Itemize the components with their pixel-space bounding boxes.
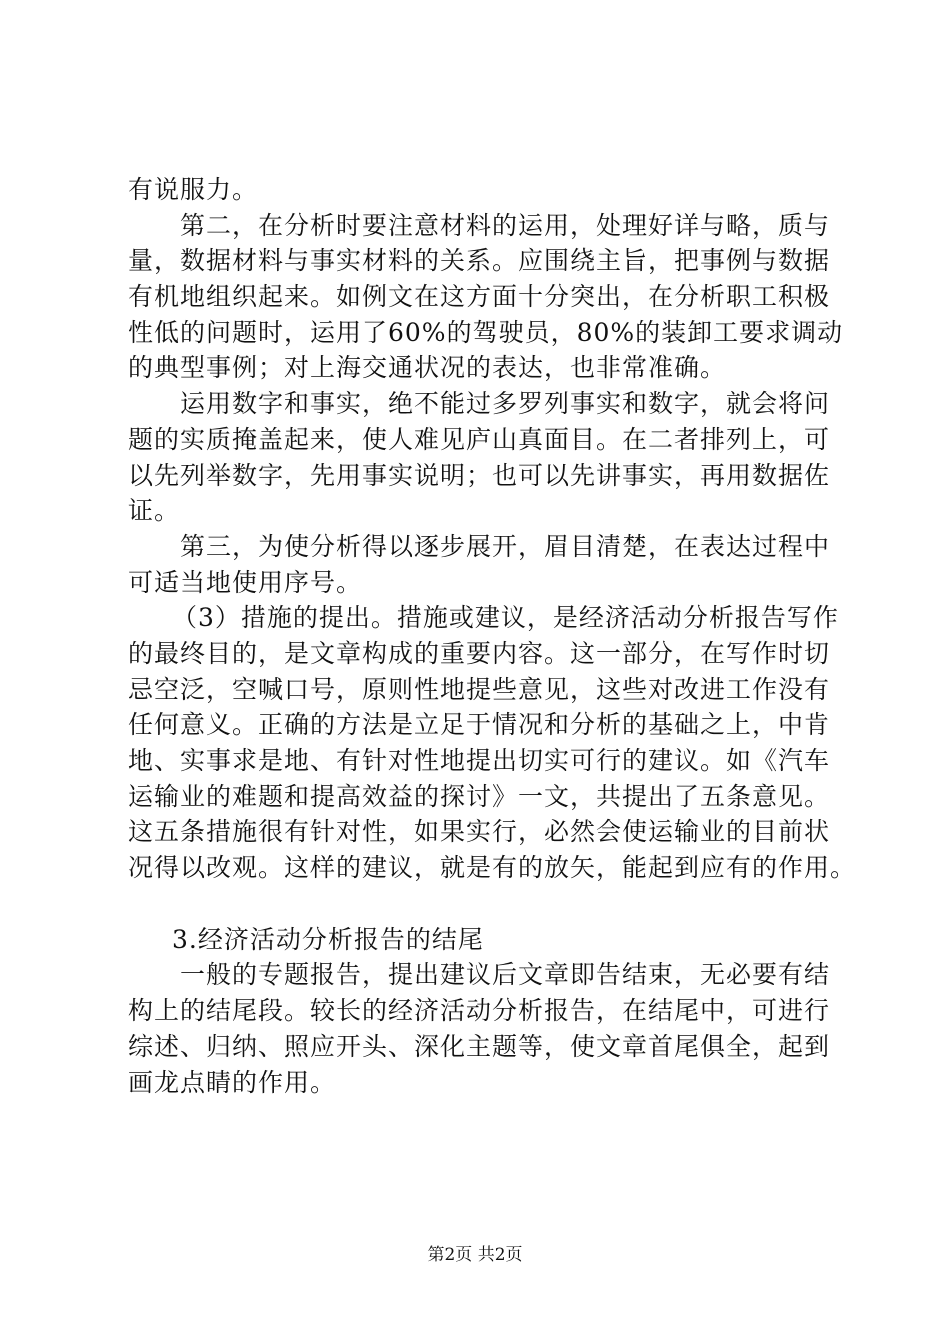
page-footer (0, 1243, 950, 1267)
text-line: 综述、归纳、照应开头、深化主题等，使文章首尾俱全，起到 (128, 1031, 831, 1061)
page-number-label: 第2页 共2页 (427, 1245, 523, 1265)
text-line: 地、实事求是地、有针对性地提出切实可行的建议。如《汽车 (128, 746, 831, 775)
text-line: 的最终目的，是文章构成的重要内容。这一部分，在写作时切 (128, 638, 831, 668)
paragraph-third-point (128, 529, 840, 600)
text-line: （3）措施的提出。措施或建议，是经济活动分析报告写作 (172, 603, 839, 633)
text-line: 第三，为使分析得以逐步展开，眉目清楚，在表达过程中 (180, 531, 831, 561)
text-line: 一般的专题报告，提出建议后文章即告结束，无必要有结 (180, 960, 831, 990)
text-line: 的典型事例；对上海交通状况的表达，也非常准确。 (128, 353, 727, 383)
text-line: 忌空泛，空喊口号，原则性地提些意见，这些对改进工作没有 (128, 674, 831, 704)
paragraph-ending (128, 957, 840, 1100)
text-line: 量，数据材料与事实材料的关系。应围绕主旨，把事例与数据 (128, 246, 831, 276)
text-line: 有机地组织起来。如例文在这方面十分突出，在分析职工积极 (128, 282, 831, 312)
text-line: 有说服力。 (128, 175, 259, 204)
section-heading (128, 922, 840, 958)
document-body (128, 172, 857, 1100)
paragraph-numbers-and-facts (128, 386, 840, 529)
text-line: 证。 (128, 496, 181, 526)
text-line: 画龙点睛的作用。 (128, 1067, 337, 1097)
text-line: 第二，在分析时要注意材料的运用，处理好详与略，质与 (180, 210, 831, 240)
text-line: 性低的问题时，运用了60%的驾驶员，80%的装卸工要求调动 (128, 317, 844, 347)
paragraph-second-point (128, 208, 844, 386)
text-line: 运输业的难题和提高效益的探讨》一文，共提出了五条意见。 (128, 781, 831, 811)
text-line: 运用数字和事实，绝不能过多罗列事实和数字，就会将问 (180, 389, 831, 419)
text-line: 题的实质掩盖起来，使人难见庐山真面目。在二者排列上，可 (128, 424, 831, 454)
paragraph-measures (128, 600, 857, 886)
paragraph-continuation (128, 172, 840, 208)
text-line: 以先列举数字，先用事实说明；也可以先讲事实，再用数据佐 (128, 460, 831, 490)
heading-text: 3.经济活动分析报告的结尾 (172, 924, 484, 954)
text-line: 这五条措施很有针对性，如果实行，必然会使运输业的目前状 (128, 817, 831, 847)
paragraph-spacer (128, 886, 840, 922)
text-line: 任何意义。正确的方法是立足于情况和分析的基础之上，中肯 (128, 710, 831, 740)
text-line: 可适当地使用序号。 (128, 567, 363, 597)
text-line: 况得以改观。这样的建议，就是有的放矢，能起到应有的作用。 (128, 853, 857, 883)
text-line: 构上的结尾段。较长的经济活动分析报告，在结尾中，可进行 (128, 996, 831, 1026)
